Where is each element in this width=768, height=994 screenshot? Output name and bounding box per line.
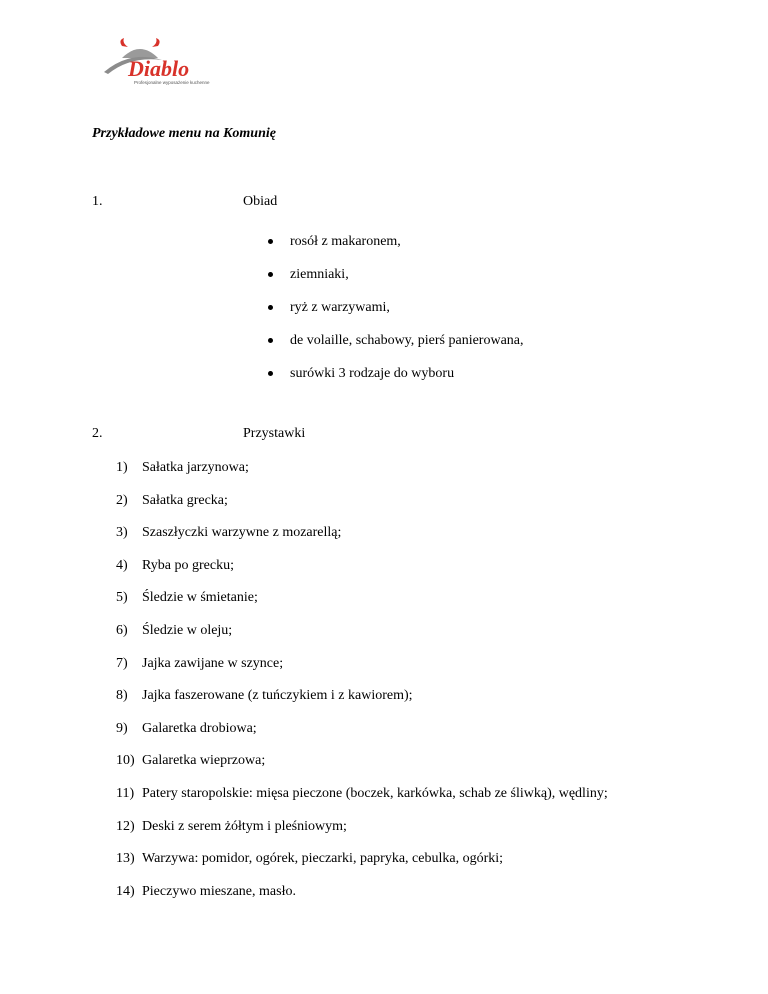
obiad-bullet-list bbox=[243, 232, 524, 397]
list-item bbox=[243, 298, 524, 331]
list-item bbox=[116, 817, 608, 850]
list-item bbox=[243, 331, 524, 364]
bullet-icon bbox=[268, 239, 273, 244]
list-marker: 6) bbox=[116, 622, 128, 638]
list-item bbox=[116, 784, 608, 817]
list-item-text: Śledzie w oleju; bbox=[142, 622, 233, 638]
list-item-text: Jajka faszerowane (z tuńczykiem i z kawiorem); bbox=[142, 688, 413, 704]
list-item-text: de volaille, schabowy, pierś panierowana, bbox=[290, 333, 524, 348]
list-item-text: Patery staropolskie: mięsa pieczone (boczek, karkówka, schab ze śliwką), wędliny; bbox=[142, 785, 608, 801]
list-item-text: Sałatka grecka; bbox=[142, 492, 228, 508]
list-item-text: ryż z warzywami, bbox=[290, 300, 390, 315]
diablo-logo bbox=[100, 38, 220, 88]
list-item-text: ziemniaki, bbox=[290, 267, 349, 282]
list-item bbox=[116, 882, 608, 915]
list-marker: 9) bbox=[116, 720, 128, 736]
list-item bbox=[116, 654, 608, 687]
list-item bbox=[116, 719, 608, 752]
logo-horn-right bbox=[152, 38, 160, 47]
list-item-text: Pieczywo mieszane, masło. bbox=[142, 883, 296, 899]
logo-horn-left bbox=[120, 38, 128, 47]
list-marker: 2) bbox=[116, 492, 128, 508]
list-item-text: rosół z makaronem, bbox=[290, 234, 401, 249]
list-marker: 14) bbox=[116, 883, 135, 899]
list-item bbox=[243, 232, 524, 265]
list-item-text: Warzywa: pomidor, ogórek, pieczarki, papryka, cebulka, ogórki; bbox=[142, 851, 504, 867]
list-item-text: Jajka zawijane w szynce; bbox=[142, 655, 284, 671]
list-item-text: Szaszłyczki warzywne z mozarellą; bbox=[142, 525, 342, 541]
bullet-icon bbox=[268, 272, 273, 277]
list-item-text: Sałatka jarzynowa; bbox=[142, 460, 249, 475]
bullet-icon bbox=[268, 305, 273, 310]
bullet-icon bbox=[268, 338, 273, 343]
list-item bbox=[116, 621, 608, 654]
list-marker: 8) bbox=[116, 688, 128, 704]
logo-tagline: Profesjonalne wyposażenie kuchenne bbox=[134, 80, 210, 85]
list-marker: 5) bbox=[116, 590, 128, 606]
logo-brand-text: Diablo bbox=[128, 56, 190, 81]
list-item bbox=[116, 556, 608, 589]
list-item bbox=[116, 849, 608, 882]
list-item bbox=[243, 364, 524, 397]
bullet-icon bbox=[268, 371, 273, 376]
list-item-text: surówki 3 rodzaje do wyboru bbox=[290, 366, 455, 381]
list-marker: 7) bbox=[116, 655, 128, 671]
list-item bbox=[116, 686, 608, 719]
section-heading-przystawki: Przystawki bbox=[243, 426, 306, 441]
list-item-text: Galaretka drobiowa; bbox=[142, 720, 257, 736]
list-marker: 1) bbox=[116, 460, 128, 475]
list-marker: 12) bbox=[116, 818, 135, 834]
przystawki-numbered-list bbox=[116, 458, 608, 914]
section-number: 1. bbox=[92, 194, 103, 209]
document-title: Przykładowe menu na Komunię bbox=[92, 126, 276, 141]
list-marker: 13) bbox=[116, 851, 135, 867]
list-item bbox=[116, 458, 608, 491]
list-item bbox=[116, 751, 608, 784]
section-heading-obiad: Obiad bbox=[243, 194, 278, 209]
list-marker: 11) bbox=[116, 785, 135, 801]
list-item bbox=[243, 265, 524, 298]
list-item bbox=[116, 588, 608, 621]
list-item bbox=[116, 491, 608, 524]
list-item-text: Śledzie w śmietanie; bbox=[142, 590, 258, 606]
list-item-text: Galaretka wieprzowa; bbox=[142, 753, 266, 769]
list-item bbox=[116, 523, 608, 556]
section-number: 2. bbox=[92, 426, 103, 441]
list-item-text: Deski z serem żółtym i pleśniowym; bbox=[142, 818, 347, 834]
list-marker: 10) bbox=[116, 753, 135, 769]
list-marker: 4) bbox=[116, 557, 128, 573]
logo-graphic bbox=[100, 38, 220, 88]
list-marker: 3) bbox=[116, 525, 128, 541]
list-item-text: Ryba po grecku; bbox=[142, 557, 234, 573]
